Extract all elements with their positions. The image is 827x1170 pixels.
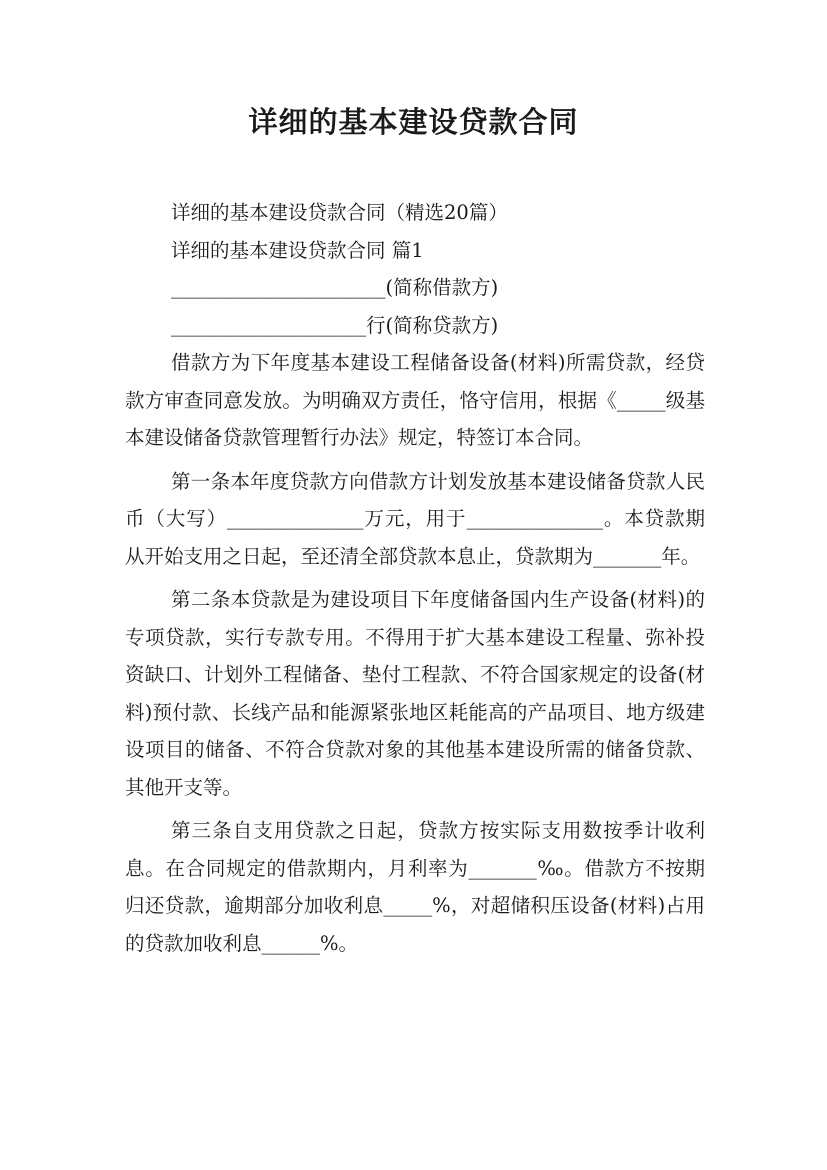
document-title: 详细的基本建设贷款合同: [248, 105, 579, 139]
borrower-line: ______________________(简称借款方): [171, 276, 499, 299]
document-body: [125, 194, 705, 962]
paragraph-article-3: 第三条自支用贷款之日起，贷款方按实际支用数按季计收利息。在合同规定的借款期内，月利率为_______‰。借款方不按期归还贷款，逾期部分加收利息_____%，对超储积压设备(材料)占用的贷款加收利息______%。: [125, 819, 705, 955]
paragraph-preamble: 借款方为下年度基本建设工程储备设备(材料)所需贷款，经贷款方审查同意发放。为明确双方责任，恪守信用，根据《_____级基本建设储备贷款管理暂行办法》规定，特签订本合同。: [125, 351, 705, 449]
lender-line: ____________________行(简称贷款方): [171, 313, 499, 337]
section-heading: 详细的基本建设贷款合同 篇1: [171, 238, 424, 262]
paragraph-article-2: 第二条本贷款是为建设项目下年度储备国内生产设备(材料)的专项贷款，实行专款专用。不得用于扩大基本建设工程量、弥补投资缺口、计划外工程储备、垫付工程款、不符合国家规定的设备(材料)预付款、长线产品和能源紧张地区耗能高的产品项目、地方级建设项目的储备、不符合贷款对象的其他基本建设所需的储备贷款、其他开支等。: [125, 588, 705, 799]
document-subtitle: 详细的基本建设贷款合同（精选20篇）: [171, 201, 508, 224]
paragraph-article-1: 第一条本年度贷款方向借款方计划发放基本建设储备贷款人民币（大写）______________万元，用于______________。本贷款期从开始支用之日起，至还清全部贷款本息止，贷款期为_______年。: [125, 469, 705, 568]
